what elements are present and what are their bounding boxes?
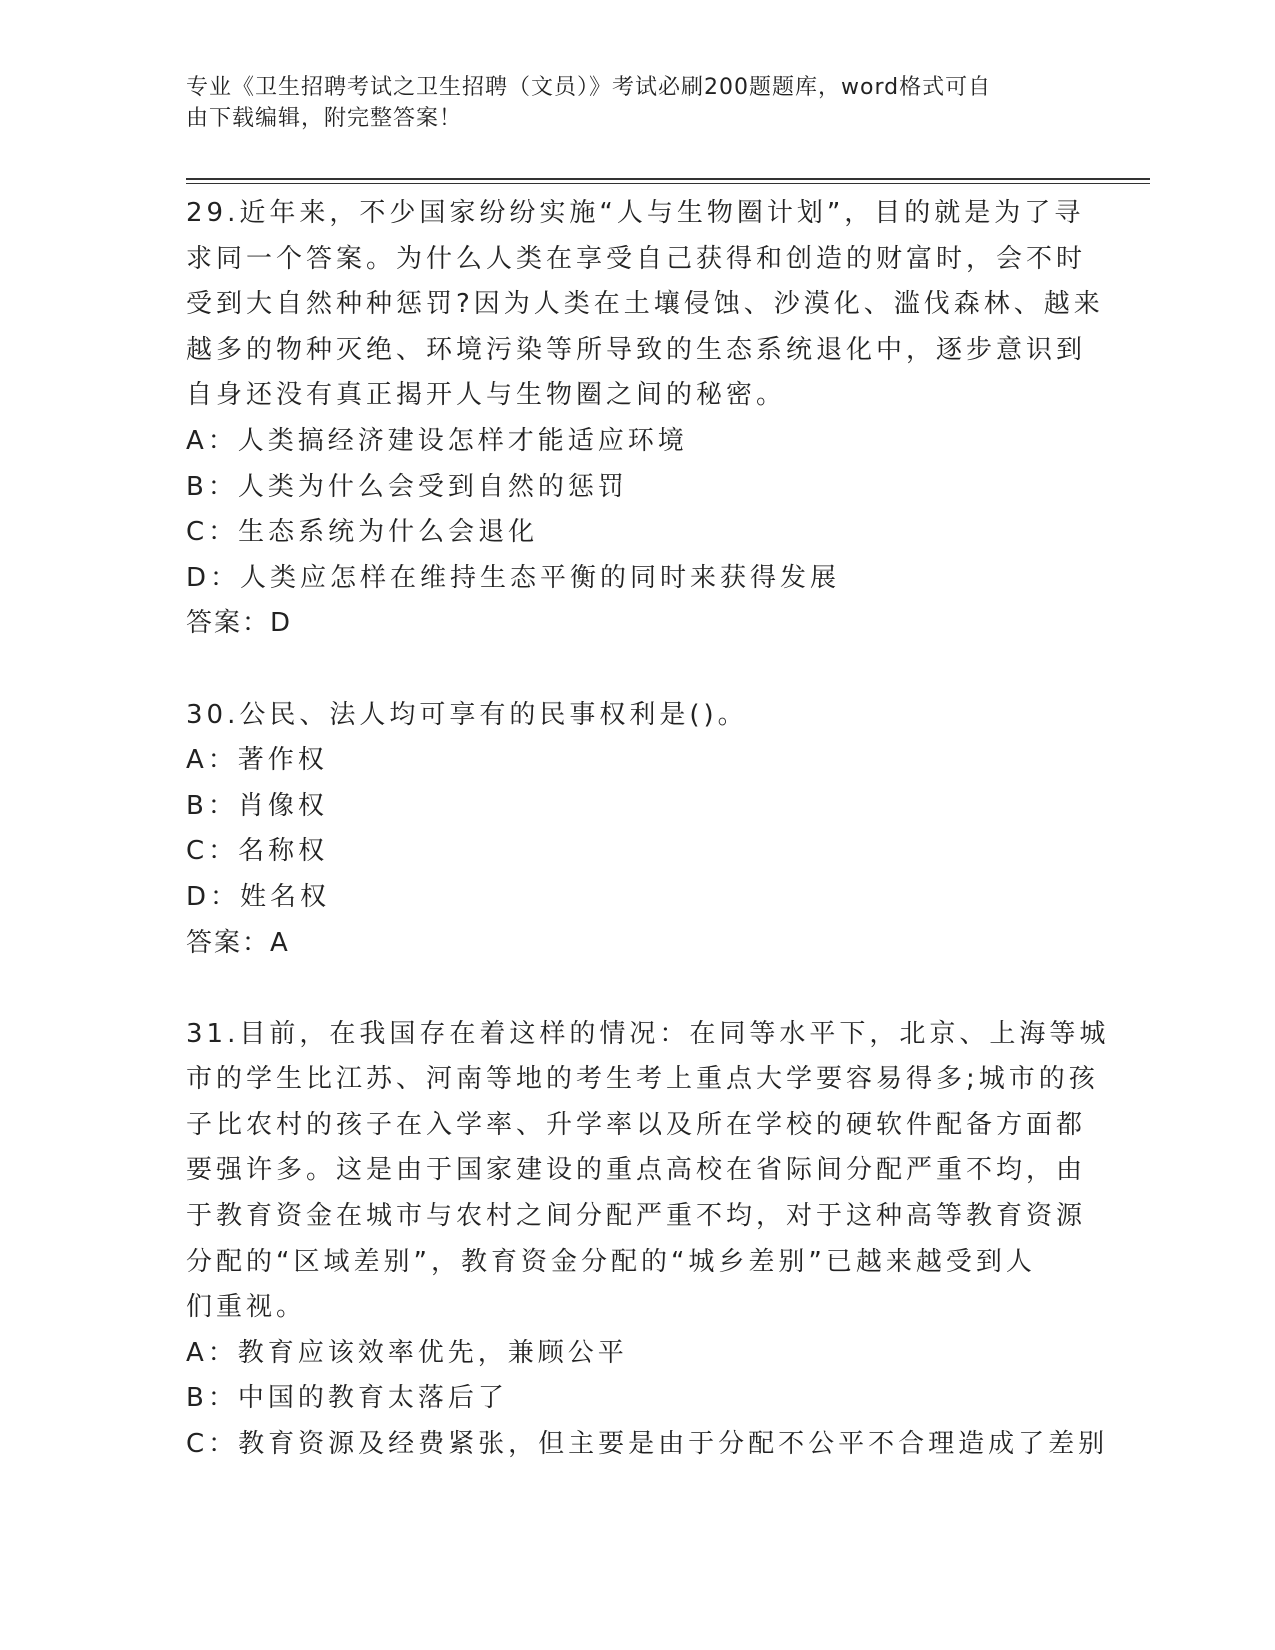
header-line-1: 专业《卫生招聘考试之卫生招聘（文员）》考试必刷200题题库，word格式可自 (186, 75, 992, 100)
option-a: A：教育应该效率优先，兼顾公平 (186, 1337, 628, 1368)
stem-line: 自身还没有真正揭开人与生物圈之间的秘密。 (186, 380, 787, 411)
question-spacer (186, 647, 1076, 693)
stem-line: 市的学生比江苏、河南等地的考生考上重点大学要容易得多;城市的孩 (186, 1064, 1099, 1095)
question-30 (186, 693, 1076, 967)
stem-line: 受到大自然种种惩罚?因为人类在土壤侵蚀、沙漠化、滥伐森林、越来 (186, 289, 1104, 320)
answer-line: 答案：D (186, 608, 293, 639)
question-list (186, 191, 1110, 1468)
stem-line: 分配的“区域差别”，教育资金分配的“城乡差别”已越来越受到人 (186, 1246, 1036, 1277)
stem-line: 30.公民、法人均可享有的民事权利是()。 (186, 699, 748, 730)
question-stem (186, 693, 1076, 739)
stem-line: 31.目前，在我国存在着这样的情况：在同等水平下，北京、上海等城 (186, 1018, 1110, 1049)
question-31 (186, 1012, 1110, 1468)
header-line-2: 由下载编辑，附完整答案！ (186, 106, 463, 131)
option-c: C：生态系统为什么会退化 (186, 517, 539, 548)
option-c: C：名称权 (186, 836, 329, 867)
option-d: D：姓名权 (186, 881, 331, 912)
question-29 (186, 191, 1104, 647)
question-stem (186, 1012, 1110, 1331)
option-b: B：肖像权 (186, 790, 328, 821)
option-b: B：人类为什么会受到自然的惩罚 (186, 471, 628, 502)
stem-line: 29.近年来，不少国家纷纷实施“人与生物圈计划”，目的就是为了寻 (186, 198, 1085, 228)
question-spacer (186, 966, 1076, 1012)
option-c: C：教育资源及经费紧张，但主要是由于分配不公平不合理造成了差别 (186, 1429, 1109, 1460)
header-divider-thin (186, 183, 1150, 184)
option-b: B：中国的教育太落后了 (186, 1383, 508, 1414)
stem-line: 越多的物种灭绝、环境污染等所导致的生态系统退化中，逐步意识到 (186, 334, 1087, 365)
stem-line: 们重视。 (186, 1292, 307, 1323)
document-header (186, 72, 1066, 134)
stem-line: 于教育资金在城市与农村之间分配严重不均，对于这种高等教育资源 (186, 1201, 1087, 1232)
stem-line: 求同一个答案。为什么人类在享受自己获得和创造的财富时，会不时 (186, 243, 1087, 274)
question-stem (186, 191, 1104, 419)
answer-line: 答案：A (186, 927, 290, 958)
stem-line: 要强许多。这是由于国家建设的重点高校在省际间分配严重不均，由 (186, 1155, 1087, 1186)
option-a: A：人类搞经济建设怎样才能适应环境 (186, 425, 688, 456)
header-divider-thick (186, 178, 1150, 180)
option-a: A：著作权 (186, 745, 328, 776)
option-d: D：人类应怎样在维持生态平衡的同时来获得发展 (186, 562, 841, 593)
stem-line: 子比农村的孩子在入学率、升学率以及所在学校的硬软件配备方面都 (186, 1109, 1087, 1140)
